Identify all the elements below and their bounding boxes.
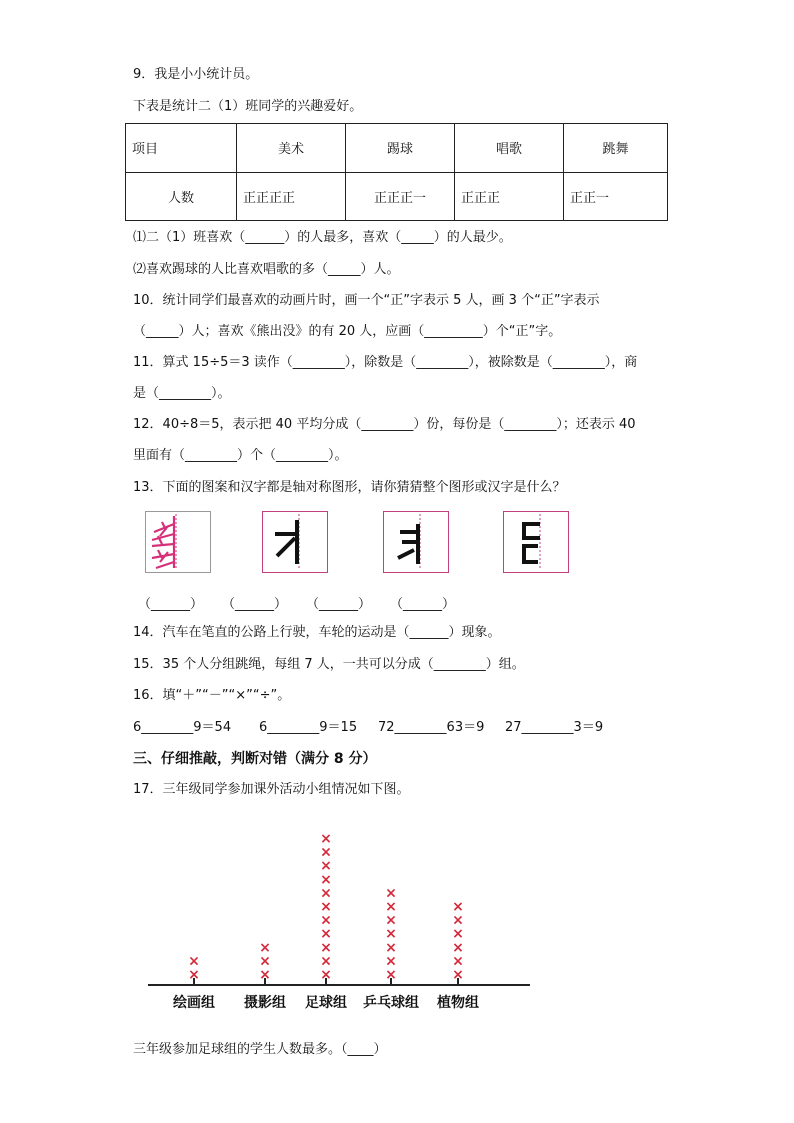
chart-point: × [385, 967, 397, 983]
table-header-cell: 唱歌 [455, 124, 564, 173]
q12-line2: 里面有（________）个（________）。 [133, 448, 348, 463]
chart-point: × [385, 926, 397, 943]
snowflake-half-icon [145, 511, 211, 573]
q9-sub2: ⑵喜欢踢球的人比喜欢唱歌的多（_____）人。 [133, 262, 400, 277]
chart-point: × [320, 939, 332, 956]
q11-line1: 11．算式 15÷5＝3 读作（________），除数是（________），被除数是（________），商 [133, 355, 638, 370]
q11-line2: 是（________）。 [133, 386, 231, 401]
q10-line2: （_____）人；喜欢《熊出没》的有 20 人，应画（_________）个“正”字。 [133, 324, 562, 339]
q9-intro: 下表是统计二（1）班同学的兴趣爱好。 [133, 99, 363, 114]
q10-line1: 10．统计同学们最喜欢的动画片时，画一个“正”字表示 5 人，画 3 个“正”字表示 [133, 293, 600, 308]
category-label: 绘画组 [173, 995, 215, 1011]
q15-text: 15．35 个人分组跳绳，每组 7 人，一共可以分成（________）组。 [133, 657, 525, 672]
q9-title: 9．我是小小统计员。 [133, 67, 259, 82]
chart-point: × [452, 953, 464, 970]
q13-blank-1[interactable]: （______） [138, 597, 204, 612]
activity-group-chart [140, 808, 540, 1023]
q13-text: 13．下面的图案和汉字都是轴对称图形，请你猜猜整个图形或汉字是什么？ [133, 480, 566, 495]
figure-pin-half [503, 511, 569, 573]
chart-point: × [259, 939, 271, 956]
q16-item-1: 6________9＝54 [133, 720, 232, 735]
chart-point: × [385, 912, 397, 929]
q13-blank-2[interactable]: （______） [222, 597, 288, 612]
q16-text: 16．填“＋”“－”“×”“÷”。 [133, 688, 291, 703]
chart-point: × [385, 899, 397, 915]
figure-feng-half [383, 511, 449, 573]
chart-point: × [320, 885, 332, 902]
q17-text: 17．三年级同学参加课外活动小组情况如下图。 [133, 782, 410, 797]
q12-line1: 12．40÷8＝5，表示把 40 平均分成（________）份，每份是（________）；还表示 40 [133, 417, 636, 432]
chart-point: × [320, 926, 332, 943]
table-cell: 人数 [126, 172, 237, 221]
table-cell: 正正正正 [237, 172, 346, 221]
chart-point: × [188, 967, 200, 983]
category-label: 乒乓球组 [363, 995, 419, 1011]
chart-point: × [385, 939, 397, 956]
chart-point: × [320, 831, 332, 847]
table-header-cell: 美术 [237, 124, 346, 173]
table-header-cell: 跳舞 [564, 124, 668, 173]
chart-point: × [188, 953, 200, 970]
table-cell: 正正正 [455, 172, 564, 221]
chart-point: × [452, 967, 464, 983]
chart-point: × [320, 912, 332, 929]
chart-point: × [320, 858, 332, 875]
chart-point: × [452, 899, 464, 915]
chart-point: × [320, 844, 332, 861]
q13-blank-4[interactable]: （______） [390, 597, 456, 612]
table-header-cell: 踢球 [346, 124, 455, 173]
q16-item-4: 27________3＝9 [505, 720, 604, 735]
table-cell: 正正一 [564, 172, 668, 221]
table-header-cell: 项目 [126, 124, 237, 173]
chart-point: × [320, 899, 332, 915]
q16-item-3: 72________63＝9 [378, 720, 485, 735]
q9-sub1: ⑴二（1）班喜欢（______）的人最多，喜欢（_____）的人最少。 [133, 230, 512, 245]
chart-point: × [452, 939, 464, 956]
chart-point: × [320, 871, 332, 888]
category-label: 足球组 [305, 995, 347, 1011]
chart-point: × [259, 967, 271, 983]
section-3-title: 三、仔细推敲，判断对错（满分 8 分） [133, 751, 377, 767]
category-label: 植物组 [437, 995, 479, 1011]
table-row [126, 172, 668, 221]
chart-point: × [385, 953, 397, 970]
table-row [126, 124, 668, 173]
q13-blank-3[interactable]: （______） [306, 597, 372, 612]
chart-point: × [452, 912, 464, 929]
category-label: 摄影组 [244, 995, 286, 1011]
table-cell: 正正正一 [346, 172, 455, 221]
q17-statement: 三年级参加足球组的学生人数最多。（____） [133, 1042, 387, 1057]
figure-mu-half [262, 511, 328, 573]
hobby-table [125, 123, 668, 221]
chart-point: × [385, 885, 397, 902]
chart-point: × [452, 926, 464, 943]
chart-point: × [320, 953, 332, 970]
q16-item-2: 6________9＝15 [259, 720, 358, 735]
q14-text: 14．汽车在笔直的公路上行驶，车轮的运动是（______）现象。 [133, 625, 501, 640]
chart-point: × [259, 953, 271, 970]
chart-point: × [320, 967, 332, 983]
